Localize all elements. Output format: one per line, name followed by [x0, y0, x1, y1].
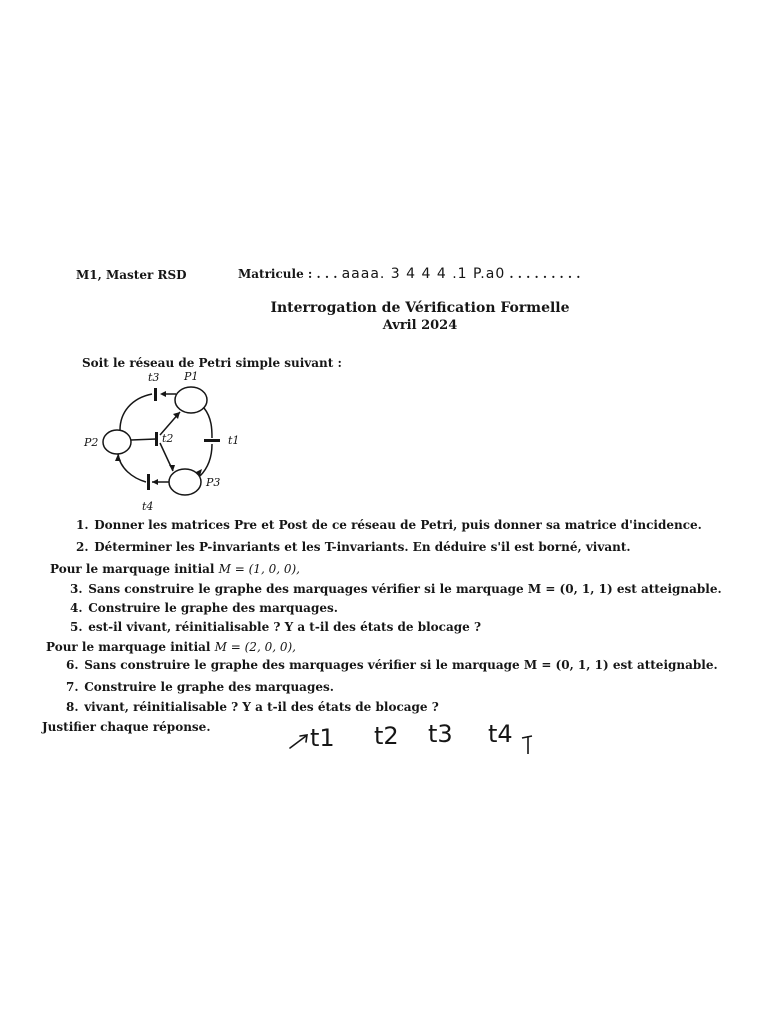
marking-section-2: Pour le marquage initial M = (2, 0, 0),	[46, 640, 296, 654]
transition-t4	[147, 474, 150, 490]
handwritten-notes	[270, 708, 550, 768]
exam-date: Avril 2024	[382, 318, 458, 333]
question-4: 4. Construire le graphe des marquages.	[70, 601, 338, 615]
handwritten-t1: t1	[310, 724, 335, 752]
transition-t1	[204, 439, 220, 442]
transition-t2	[155, 432, 158, 446]
place-p1	[175, 387, 207, 413]
question-1: 1. Donner les matrices Pre et Post de ce réseau de Petri, puis donner sa matrice d'incidence.	[76, 518, 702, 532]
place-p3	[169, 469, 201, 495]
exam-title: Interrogation de Vérification Formelle	[270, 300, 570, 316]
matricule-line	[238, 266, 580, 282]
place-p2	[103, 430, 131, 454]
handwritten-arrow	[290, 735, 307, 748]
marking-section-1: Pour le marquage initial M = (1, 0, 0),	[50, 562, 300, 576]
arc-p2-t2	[131, 439, 156, 440]
arc-t4-p2	[118, 454, 146, 482]
matricule-label: Matricule : . . .	[238, 267, 338, 281]
label-p2: P2	[84, 436, 99, 449]
arrowhead	[160, 391, 166, 397]
question-7: 7. Construire le graphe des marquages.	[66, 680, 334, 694]
question-8: 8. vivant, réinitialisable ? Y a t-il des états de blocage ?	[66, 700, 439, 714]
arrowhead	[152, 479, 158, 485]
matricule-dots: . . . . . . . . .	[509, 267, 581, 281]
label-t4: t4	[142, 500, 154, 513]
arrowhead	[115, 454, 121, 461]
arc-p1-t1	[204, 408, 212, 438]
question-6: 6. Sans construire le graphe des marquages vérifier si le marquage M = (0, 1, 1) est atteignable.	[66, 658, 718, 672]
question-2: 2. Déterminer les P-invariants et les T-invariants. En déduire s'il est borné, vivant.	[76, 540, 631, 554]
question-3: 3. Sans construire le graphe des marquages vérifier si le marquage M = (0, 1, 1) est atteignable.	[70, 582, 722, 596]
arc-t3-p2	[120, 394, 152, 430]
justify-instruction: Justifier chaque réponse.	[42, 720, 211, 734]
handwritten-t2: t2	[374, 722, 399, 750]
handwritten-bracket	[522, 736, 532, 754]
transition-t3	[154, 388, 157, 401]
petri-net-diagram	[80, 368, 240, 518]
label-t2: t2	[162, 432, 174, 445]
handwritten-t3: t3	[428, 720, 453, 748]
question-5: 5. est-il vivant, réinitialisable ? Y a t-il des états de blocage ?	[70, 620, 481, 634]
intro-text: Soit le réseau de Petri simple suivant :	[82, 356, 342, 370]
matricule-value: aaaa. 3 4 4 4 .1 P.a0	[341, 266, 506, 282]
label-t1: t1	[228, 434, 240, 447]
label-p3: P3	[206, 476, 221, 489]
label-p1: P1	[184, 370, 199, 383]
handwritten-t4: t4	[488, 720, 513, 748]
label-t3: t3	[148, 371, 160, 384]
arc-t1-p3	[200, 444, 212, 476]
program-label: M1, Master RSD	[76, 268, 187, 282]
